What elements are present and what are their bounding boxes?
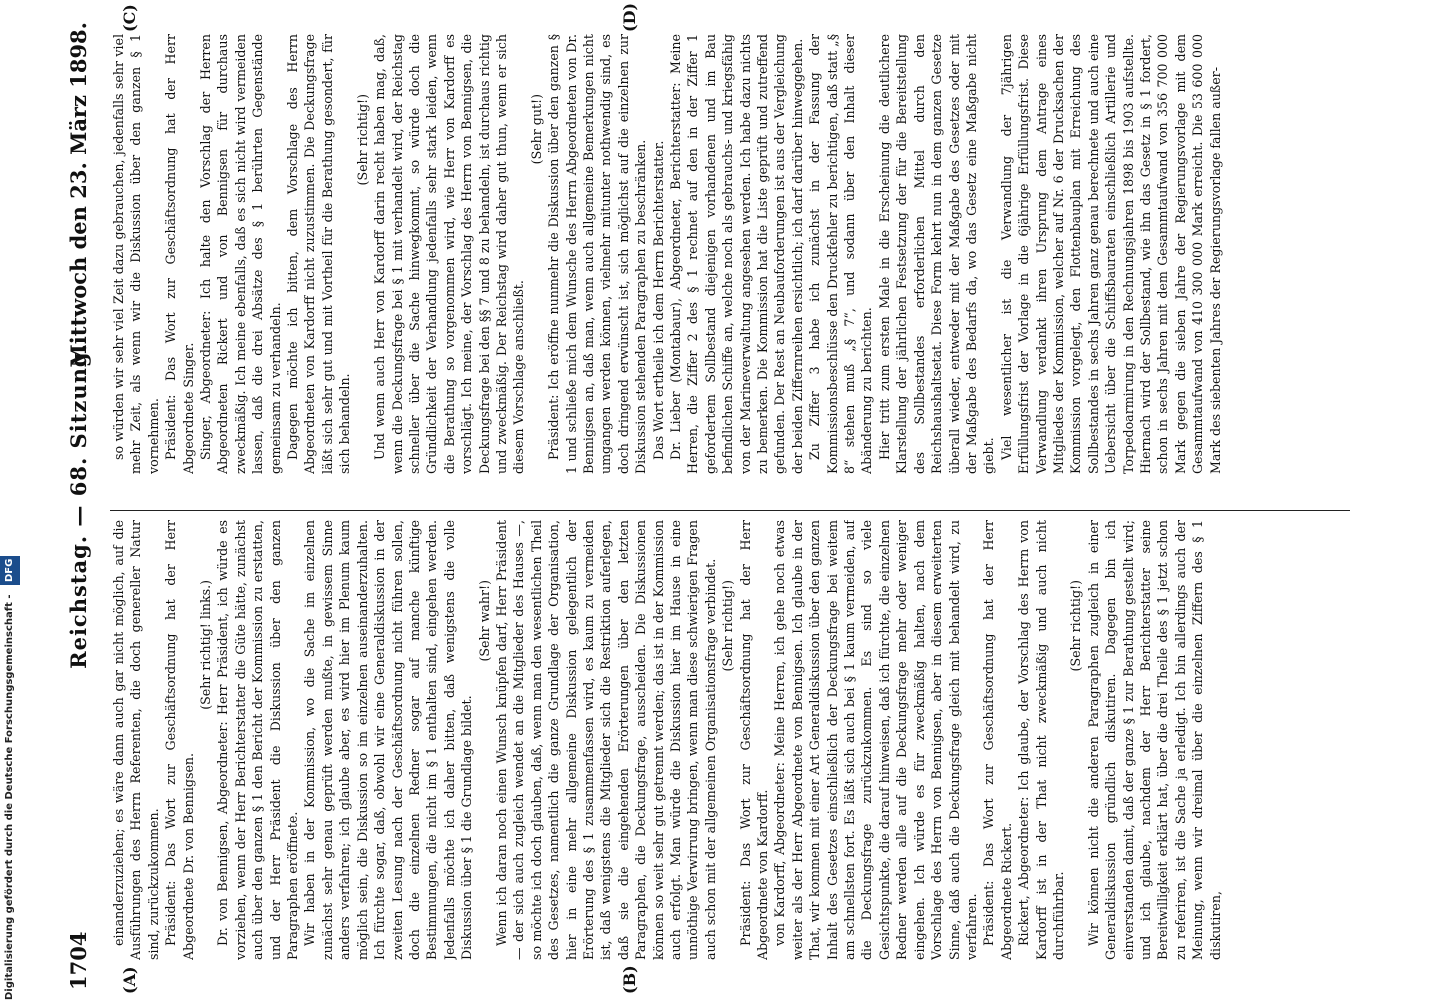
- paragraph: einanderzuziehen; es wäre dann auch gar nicht möglich, auf die Ausführungen des Herrn Referenten, die doch genereller Natur sind, zurückzukommen.: [111, 520, 161, 960]
- margin-mark-a: (A): [120, 966, 139, 994]
- paragraph: Wenn ich daran noch einen Wunsch knüpfen darf, Herr Präsident — der sich auch zugleich wendet an die Mitglieder des Hauses —, so möchte ich doch glauben, daß, wenn man den wesentlichen Theil des Gesetzes, namentlich die ganze Grundlage der Organisation, hier in eine mehr allgemeine Diskussion gelegentlich der Erörterung des § 1 zusammenfassen wird, es kaum zu vermeiden ist, daß wenigstens die Mitglieder sich die Restriktion auferlegen, daß sie die eingehenden Erörterungen über den letzten Paragraphen, die Deckungsfrage, ausscheiden. Die Diskussionen können so weit sehr gut getrennt werden; das ist in der Kommission auch erfolgt. Man würde die Diskussion hier im Hause in eine unnöthige Verwirrung bringen, wenn man diese schwierigen Fragen auch schon mit der allgemeinen Organisationsfrage verbindet.: [493, 520, 718, 960]
- interjection: (Sehr wahr!): [476, 580, 492, 662]
- running-title: Reichstag. — 68. Sitzung.: [66, 343, 91, 669]
- page-number: 1704: [66, 931, 91, 990]
- session-date: Mittwoch den 23. März 1898.: [66, 22, 91, 368]
- interjection: (Sehr richtig!): [1068, 580, 1084, 672]
- margin-mark-d: (D): [620, 2, 639, 32]
- right-column: [110, 34, 1350, 474]
- paragraph: Singer, Abgeordneter: Ich halte den Vorschlag der Herren Abgeordneten Rickert und von Bennigsen für durchaus zweckmäßig. Ich meine ebenfalls, daß es sich nicht wird vermeiden lassen, daß die drei Absätze des § 1 berührten Gegenstände gemeinsam zu verhandeln.: [198, 34, 283, 474]
- paragraph: Rickert, Abgeordneter: Ich glaube, der Vorschlag des Herrn von Kardorff ist in der That nicht zweckmäßig und auch nicht durchführbar.: [1016, 520, 1066, 960]
- paragraph: Und wenn auch Herr von Kardorff darin recht haben mag, daß, wenn die Deckungsfrage bei § 1 mit verhandelt wird, der Reichstag schneller über die Sache hinwegkommt, so würde doch die Gründlichkeit der Verhandlung jedenfalls sehr stark leiden, wenn die Berathung so vorgenommen wird, wie Herr von Kardorff es vorschlägt. Ich meine, der Vorschlag des Herrn von Bennigsen, die Deckungsfrage bei den §§ 7 und 8 zu behandeln, ist durchaus richtig und zweckmäßig. Der Reichstag wird daher gut thun, wenn er sich diesem Vorschlage anschließt.: [372, 34, 527, 474]
- interjection: (Sehr gut!): [528, 94, 544, 165]
- paragraph: Dr. Lieber (Montabaur), Abgeordneter, Berichterstatter: Meine Herren, die Ziffer 2 des § 1 rechnet auf den in der Ziffer 1 gefordertem Sollbestand diejenigen vorhandenen und im Bau befindlichen Schiffe an, welche noch als gebrauchs- und kriegsfähig von der Marineverwaltung angesehen werden. Ich habe dazu nichts zu bemerken. Die Kommission hat die Liste geprüft und zutreffend gefunden. Der Rest an Neubauforderungen ist aus der Vergleichung der beiden Ziffernreihen ersichtlich; ich darf darüber hinweggehen.: [668, 34, 805, 474]
- interjection: (Sehr richtig!): [354, 94, 370, 186]
- paragraph: Das Wort ertheile ich dem Herrn Berichterstatter.: [650, 140, 666, 460]
- digitization-credit: [0, 0, 20, 1000]
- paragraph: Dagegen möchte ich bitten, dem Vorschlage des Herrn Abgeordneten von Kardorff nicht zuzustimmen. Die Deckungsfrage läßt sich sehr gut und mit Vortheil für die Berathung gesondert, für sich behandeln.: [285, 34, 353, 474]
- dfg-logo: DFG: [0, 556, 20, 585]
- margin-mark-b: (B): [620, 965, 639, 994]
- paragraph: Zu Ziffer 3 habe ich zunächst in der Fassung der Kommissionsbeschlüsse den Druckfehler zu berichtigen, daß statt „§ 8“ stehen muß „§ 7“, und sodann über den Inhalt dieser Abänderung zu berichten.: [807, 34, 875, 474]
- interjection: (Sehr richtig!): [720, 580, 736, 672]
- paragraph: Dr. von Bennigsen, Abgeordneter: Herr Präsident, ich würde es vorziehen, wenn der Herr Berichterstatter die Güte hätte, zunächst auch über den ganzen § 1 den Bericht der Kommission zu erstatten, und der Herr Präsident die Diskussion über den ganzen Paragraphen eröffnete.: [215, 520, 301, 960]
- paragraph: Viel wesentlicher ist die Verwandlung der 7jährigen Erfüllungsfrist der Vorlage in die 6jährige Erfüllungsfrist. Diese Verwandlung verdankt ihren Ursprung dem Antrage eines Mitgliedes der Kommission, welcher auf Nr. 6 der Drucksachen der Kommission vorgelegt, den Flottenbauplan mit Erreichung des Sollbestandes in sechs Jahren ganz genau berechnete und auch eine Uebersicht über die Schiffsbauraten einschließlich Artillerie und Torpedoarmirung in den Rechnungsjahren 1898 bis 1903 aufstellte. Hiernach wird der Sollbestand, wie ihn das Gesetz in § 1 fordert, schon in sechs Jahren mit dem Gesammtaufwand von 356 700 000 Mark gegen die sieben Jahre der Regierungsvorlage mit dem Gesammtaufwand von 410 300 000 Mark erreicht. Die 53 600 000 Mark des siebenten Jahres der Regierungsvorlage fallen außer-: [998, 34, 1223, 474]
- paragraph: von Kardorff, Abgeordneter: Meine Herren, ich gehe noch etwas weiter als der Herr Abgeordnete von Bennigsen. Ich glaube in der That, wir kommen mit einer Art Generaldiskussion über den ganzen Inhalt des Gesetzes einschließlich der Deckungsfrage bei weitem am schnellsten fort. Es läßt sich auch bei § 1 kaum vermeiden, auf die Deckungsfrage zurückzukommen. Es sind so viele Gesichtspunkte, die darauf hinweisen, daß ich fürchte, die einzelnen Redner werden alle auf die Deckungsfrage mehr oder weniger eingehen. Ich würde es für zweckmäßig halten, nach dem Vorschlage des Herrn von Bennigsen, aber in diesem erweiterten Sinne, daß auch die Deckungsfrage gleich mit behandelt wird, zu verfahren.: [772, 520, 979, 960]
- paragraph: Wir können nicht die anderen Paragraphen zugleich in einer Generaldiskussion gründlich diskutiren. Dagegen bin ich einverstanden damit, daß der ganze § 1 zur Berathung gestellt wird; und ich glaube, nachdem der Herr Berichterstatter seine Bereitwilligkeit erklärt hat, über die drei Theile des § 1 jetzt schon zu referiren, ist die Sache ja erledigt. Ich bin allerdings auch der Meinung, wenn wir dreimal über die einzelnen Ziffern des § 1 diskutiren,: [1085, 520, 1223, 960]
- paragraph: Präsident: Das Wort zur Geschäftsordnung hat der Herr Abgeordnete Singer.: [163, 34, 196, 474]
- paragraph: Präsident: Das Wort zur Geschäftsordnung hat der Herr Abgeordnete Rickert.: [981, 520, 1014, 960]
- paragraph: Wir haben in der Kommission, wo die Sache im einzelnen zunächst sehr genau geprüft werden mußte, in gewissem Sinne anders verfahren; ich glaube aber, es wird hier im Plenum kaum möglich sein, die Diskussion so im einzelnen auseinanderzuhalten. Ich fürchte sogar, daß, obwohl wir eine Generaldiskussion in der zweiten Lesung nach der Geschäftsordnung nicht führen sollen, doch die einzelnen Redner sogar auf manche künftige Bestimmungen, die nicht im § 1 enthalten sind, eingehen werden. Jedenfalls möchte ich daher bitten, daß wenigstens die volle Diskussion über § 1 die Grundlage bildet.: [302, 520, 475, 960]
- paragraph: Präsident: Ich eröffne nunmehr die Diskussion über den ganzen § 1 und schließe mich dem Wunsche des Herrn Abgeordneten von Dr. Bennigsen an, daß man, wenn auch allgemeine Bemerkungen nicht umgangen werden können, vielmehr mitunter nothwendig sind, es doch dringend erwünscht ist, sich möglichst auf die einzelnen zur Diskussion stehenden Paragraphen zu beschränken.: [546, 34, 649, 474]
- margin-mark-c: (C): [120, 4, 139, 32]
- paragraph: Präsident: Das Wort zur Geschäftsordnung hat der Herr Abgeordnete Dr. von Bennigsen.: [163, 520, 196, 960]
- paragraph: Präsident: Das Wort zur Geschäftsordnung hat der Herr Abgeordnete von Kardorff.: [737, 520, 771, 960]
- document-page: [60, 0, 1374, 1000]
- paragraph: Hier tritt zum ersten Male in die Erscheinung die deutlichere Klarstellung der jährlichen Festsetzung der für die Bereitstellung des Sollbestandes erforderlichen Mittel durch den Reichshaushaltsetat. Diese Form kehrt nun in dem ganzen Gesetze überall wieder, entweder mit der Maßgabe des Gesetzes oder mit der Maßgabe des Bedarfs da, wo das Gesetz eine Maßgabe nicht giebt.: [876, 34, 997, 474]
- credit-text: Digitalisierung gefördert durch die Deutsche Forschungsgemeinschaft -: [4, 594, 15, 1000]
- left-column: [110, 520, 1350, 960]
- column-divider: [110, 510, 1350, 511]
- paragraph: so würden wir sehr viel Zeit dazu gebrauchen, jedenfalls sehr viel mehr Zeit, als wenn wir die Diskussion über den ganzen § 1 vornehmen.: [111, 34, 161, 474]
- page-header: [66, 22, 106, 990]
- interjection: (Sehr richtig! links.): [198, 580, 214, 710]
